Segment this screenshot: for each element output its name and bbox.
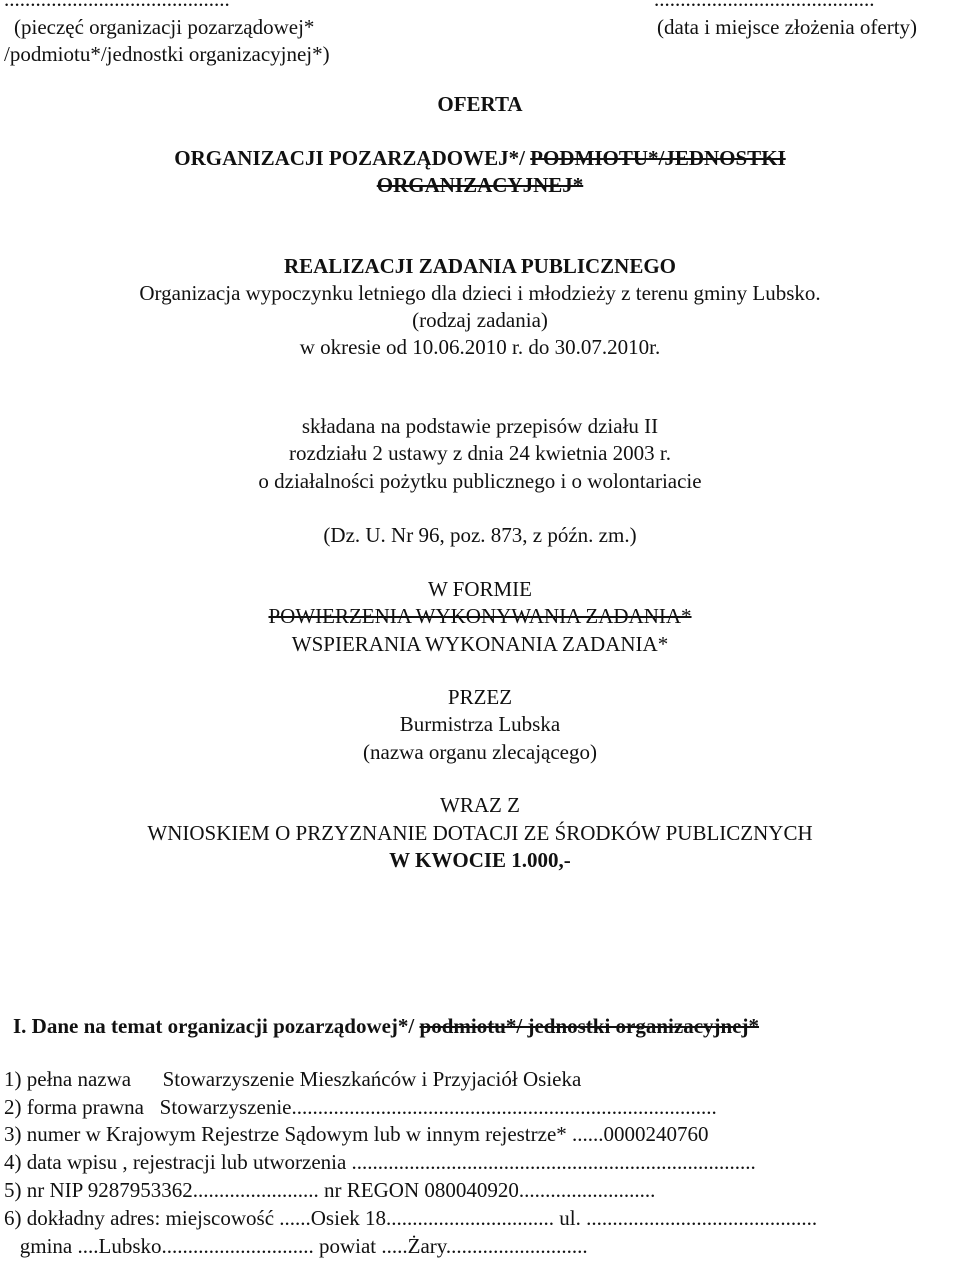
grant-amount: W KWOCIE 1.000,- — [389, 848, 571, 872]
form-heading: W FORMIE — [427, 577, 533, 601]
field-address-commune: gmina ....Lubsko............................. powiat .....Żary........................... — [4, 1234, 588, 1258]
task-type-label: (rodzaj zadania) — [412, 308, 548, 332]
grant-request: WNIOSKIEM O PRZYZNANIE DOTACJI ZE ŚRODKÓW PUBLICZNYCH — [147, 821, 813, 845]
stamp-label-line2: /podmiotu*/jednostki organizacyjnej*) — [4, 42, 330, 66]
org-type-line — [0, 145, 960, 171]
date-place-label: (data i miejsce złożenia oferty) — [657, 15, 918, 39]
authority-label: (nazwa organu zlecającego) — [363, 740, 597, 764]
with-heading: WRAZ Z — [440, 793, 520, 817]
date-dots — [654, 0, 875, 12]
stamp-dots — [4, 0, 230, 12]
authority-name: Burmistrza Lubska — [399, 712, 561, 736]
task-period: w okresie od 10.06.2010 r. do 30.07.2010r. — [299, 335, 661, 359]
org-type-struck: PODMIOTU*/JEDNOSTKI — [530, 146, 786, 170]
field-full-name: 1) pełna nazwa Stowarzyszenie Mieszkańców i Przyjaciół Osieka — [4, 1067, 582, 1091]
task-heading: REALIZACJI ZADANIA PUBLICZNEGO — [283, 254, 677, 278]
offer-title: OFERTA — [437, 92, 523, 116]
legal-basis-3: o działalności pożytku publicznego i o wolontariacie — [258, 469, 702, 493]
field-legal-form: 2) forma prawna Stowarzyszenie................................................................................. — [4, 1095, 717, 1119]
field-register-number: 3) numer w Krajowym Rejestrze Sądowym lub w innym rejestrze* ......0000240760 — [4, 1122, 709, 1146]
section1-heading — [13, 1013, 759, 1039]
field-registration-date: 4) data wpisu , rejestracji lub utworzenia ............................................................................. — [4, 1150, 756, 1174]
by-heading: PRZEZ — [447, 685, 513, 709]
legal-basis-4: (Dz. U. Nr 96, poz. 873, z późn. zm.) — [323, 523, 637, 547]
org-type-struck-2: ORGANIZACYJNEJ* — [376, 173, 584, 197]
task-name: Organizacja wypoczynku letniego dla dzieci i młodzieży z terenu gminy Lubsko. — [139, 281, 821, 305]
legal-basis-2: rozdziału 2 ustawy z dnia 24 kwietnia 2003 r. — [289, 441, 671, 465]
legal-basis-1: składana na podstawie przepisów działu II — [301, 414, 659, 438]
stamp-label-line1: (pieczęć organizacji pozarządowej* — [14, 15, 315, 39]
section1-heading-kept: I. Dane na temat organizacji pozarządowej*/ — [13, 1014, 420, 1038]
section1-heading-struck: podmiotu*/ jednostki organizacyjnej* — [419, 1014, 760, 1038]
org-type-kept: ORGANIZACJI POZARZĄDOWEJ*/ — [174, 146, 531, 170]
form-option-struck: POWIERZENIA WYKONYWANIA ZADANIA* — [268, 604, 692, 628]
form-option-kept: WSPIERANIA WYKONANIA ZADANIA* — [291, 632, 669, 656]
field-address: 6) dokładny adres: miejscowość ......Osiek 18................................ ul. ............................................ — [4, 1206, 818, 1230]
field-nip-regon: 5) nr NIP 9287953362........................ nr REGON 080040920.......................... — [4, 1178, 656, 1202]
